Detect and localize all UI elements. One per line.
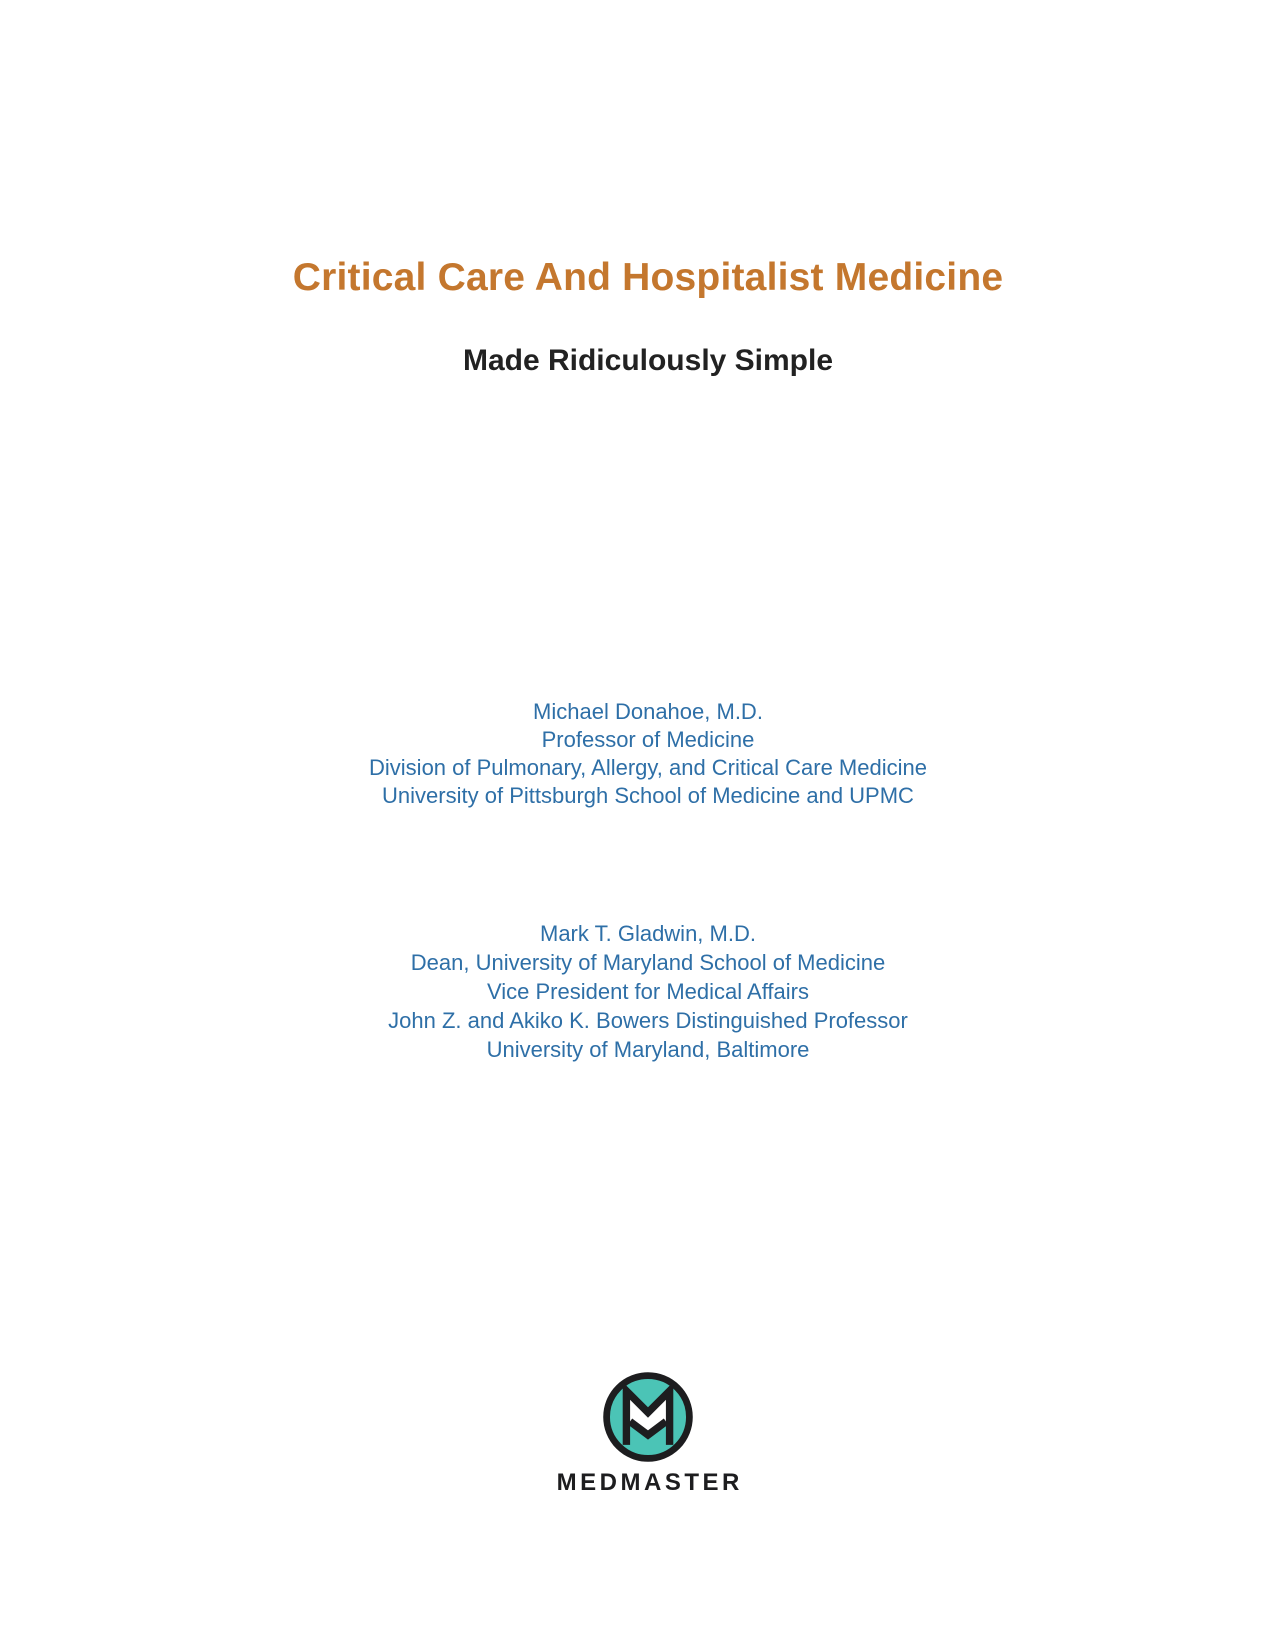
page-subtitle: Made Ridiculously Simple bbox=[462, 344, 834, 377]
page-title: Critical Care And Hospitalist Medicine bbox=[292, 256, 1004, 299]
author-title: Dean, University of Maryland School of Medicine bbox=[410, 950, 886, 975]
author-name: Mark T. Gladwin, M.D. bbox=[540, 921, 756, 946]
author-title-2: Vice President for Medical Affairs bbox=[486, 979, 809, 1004]
author-institution: University of Maryland, Baltimore bbox=[486, 1037, 810, 1062]
author-title: Professor of Medicine bbox=[541, 727, 755, 752]
book-m-icon bbox=[603, 1372, 693, 1462]
publisher-wordmark: MEDMASTER bbox=[556, 1469, 743, 1496]
author-division: Division of Pulmonary, Allergy, and Critical Care Medicine bbox=[369, 755, 927, 780]
author-block-gladwin bbox=[20, 919, 1276, 1064]
author-title-3: John Z. and Akiko K. Bowers Distinguished Professor bbox=[388, 1008, 908, 1033]
author-name: Michael Donahoe, M.D. bbox=[533, 699, 763, 724]
author-institution: University of Pittsburgh School of Medicine and UPMC bbox=[382, 783, 914, 808]
medmaster-logo bbox=[603, 1372, 693, 1462]
author-block-donahoe bbox=[20, 698, 1276, 810]
